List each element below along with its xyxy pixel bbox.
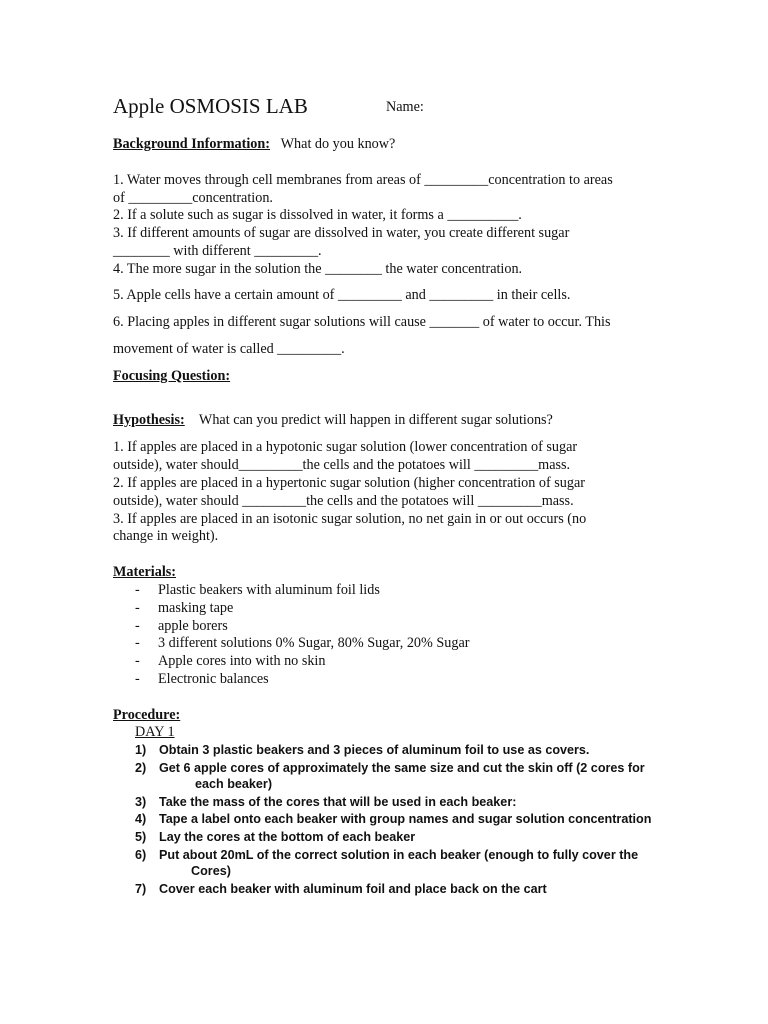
hypothesis-line: 2. If apples are placed in a hypertonic sugar solution (higher concentration of sugar	[113, 475, 585, 491]
background-line: 6. Placing apples in different sugar solutions will cause _______ of water to occur. This	[113, 314, 611, 330]
procedure-heading: Procedure:	[113, 707, 181, 723]
materials-item: Apple cores into with no skin	[158, 653, 326, 669]
background-prompt: What do you know?	[280, 136, 396, 152]
step-text-continued: Cores)	[191, 864, 231, 878]
background-line: 1. Water moves through cell membranes from areas of _________concentration to areas	[113, 172, 613, 188]
hypothesis-line: outside), water should _________the cells and the potatoes will _________mass.	[113, 493, 574, 509]
step-number: 1)	[135, 743, 147, 757]
step-text: Cover each beaker with aluminum foil and place back on the cart	[159, 882, 547, 896]
background-line: of _________concentration.	[113, 190, 273, 206]
page-title: Apple OSMOSIS LAB	[113, 94, 308, 118]
name-label: Name:	[386, 99, 424, 115]
materials-heading: Materials:	[113, 564, 177, 580]
materials-dash: -	[135, 635, 140, 651]
hypothesis-line: 1. If apples are placed in a hypotonic sugar solution (lower concentration of sugar	[113, 439, 578, 455]
background-line: movement of water is called _________.	[113, 341, 345, 357]
materials-item: Plastic beakers with aluminum foil lids	[158, 582, 380, 598]
background-line: 3. If different amounts of sugar are dissolved in water, you create different sugar	[113, 225, 570, 241]
step-number: 4)	[135, 812, 147, 826]
hypothesis-heading: Hypothesis:	[113, 412, 185, 428]
step-number: 7)	[135, 882, 147, 896]
materials-dash: -	[135, 653, 140, 669]
materials-dash: -	[135, 582, 140, 598]
materials-item: masking tape	[158, 600, 234, 616]
materials-dash: -	[135, 671, 140, 687]
hypothesis-heading-row	[113, 412, 553, 429]
background-line: 4. The more sugar in the solution the ________ the water concentration.	[113, 261, 523, 277]
background-heading: Background Information:	[113, 136, 271, 152]
step-number: 5)	[135, 830, 147, 844]
step-text: Get 6 apple cores of approximately the same size and cut the skin off (2 cores for	[159, 761, 645, 775]
materials-item: 3 different solutions 0% Sugar, 80% Sugar, 20% Sugar	[158, 635, 470, 651]
materials-dash: -	[135, 618, 140, 634]
hypothesis-prompt: What can you predict will happen in different sugar solutions?	[198, 412, 553, 428]
focusing-question-heading: Focusing Question:	[113, 368, 231, 384]
step-text: Put about 20mL of the correct solution in each beaker (enough to fully cover the	[159, 848, 639, 862]
step-text: Obtain 3 plastic beakers and 3 pieces of aluminum foil to use as covers.	[159, 743, 590, 757]
step-text: Lay the cores at the bottom of each beaker	[159, 830, 416, 844]
background-line: 5. Apple cells have a certain amount of _________ and _________ in their cells.	[113, 287, 571, 303]
step-text-continued: each beaker)	[195, 777, 273, 791]
background-heading-row	[113, 136, 395, 153]
hypothesis-line: 3. If apples are placed in an isotonic sugar solution, no net gain in or out occurs (no	[113, 511, 587, 527]
step-text: Take the mass of the cores that will be used in each beaker:	[159, 795, 517, 809]
step-number: 6)	[135, 848, 147, 862]
step-text: Tape a label onto each beaker with group names and sugar solution concentration	[159, 812, 652, 826]
materials-item: Electronic balances	[158, 671, 269, 687]
materials-item: apple borers	[158, 618, 228, 634]
hypothesis-line: outside), water should_________the cells and the potatoes will _________mass.	[113, 457, 571, 473]
step-number: 3)	[135, 795, 147, 809]
step-number: 2)	[135, 761, 147, 775]
hypothesis-line: change in weight).	[113, 528, 219, 544]
background-line: 2. If a solute such as sugar is dissolved in water, it forms a __________.	[113, 207, 522, 223]
background-line: ________ with different _________.	[113, 243, 322, 259]
day-label: DAY 1	[135, 724, 175, 740]
materials-dash: -	[135, 600, 140, 616]
